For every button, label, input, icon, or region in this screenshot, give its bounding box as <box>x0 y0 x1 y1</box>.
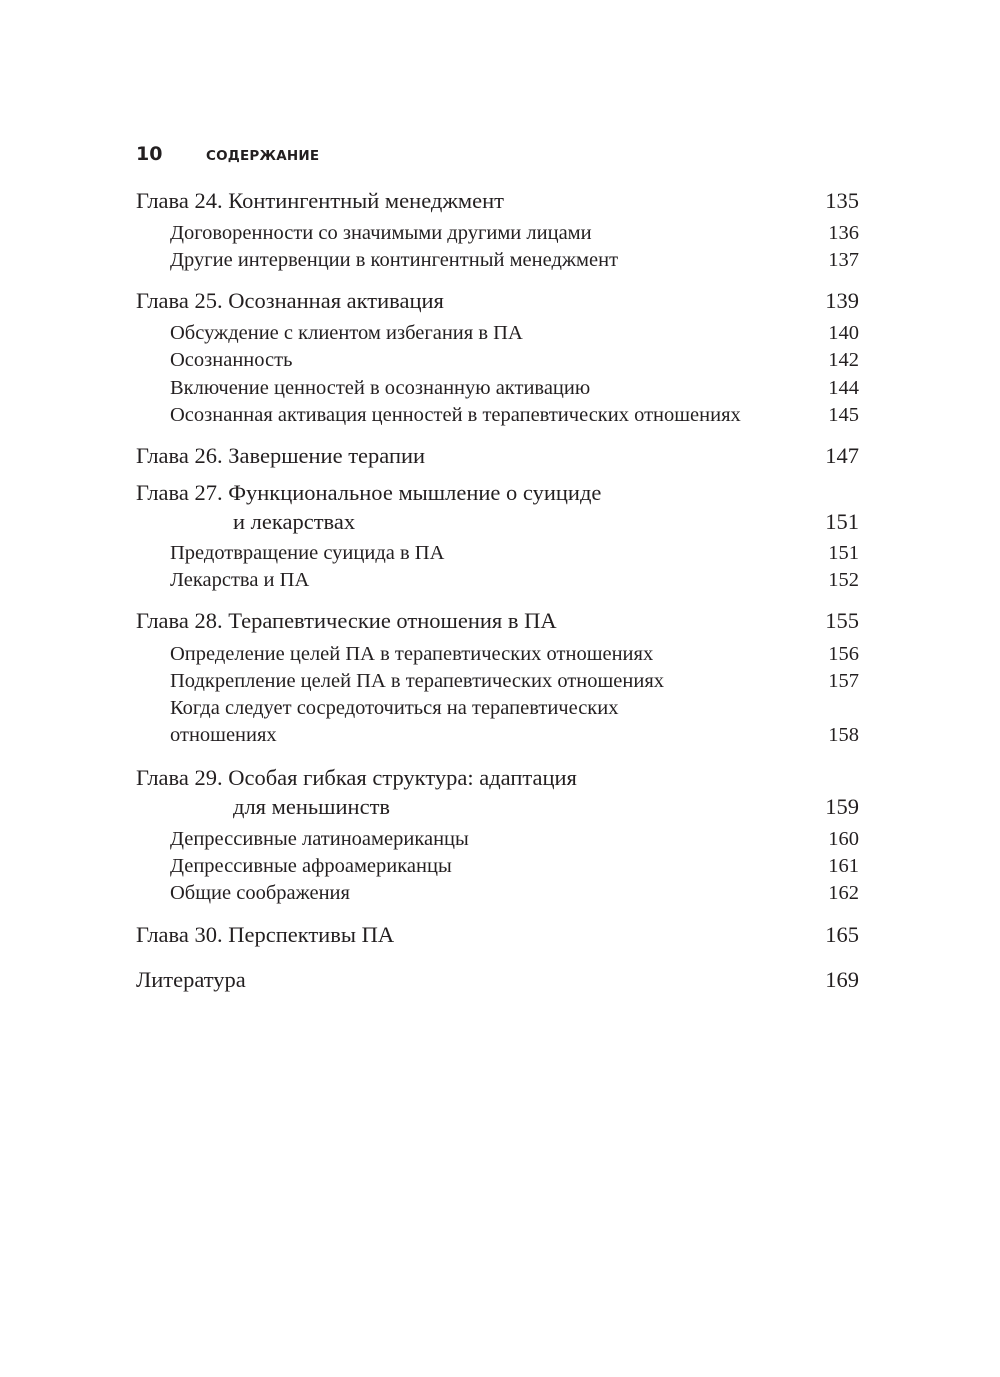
toc-entry-title: Общие соображения <box>170 882 350 904</box>
toc-entry-title: Когда следует сосредоточиться на терапевтических <box>170 697 619 719</box>
toc-section[interactable] <box>136 375 859 402</box>
toc-entry-page: 158 <box>828 724 859 746</box>
toc-entry-title: Глава 29. Особая гибкая структура: адаптация <box>136 765 577 790</box>
page-number: 10 <box>136 143 163 165</box>
toc-section-continued[interactable] <box>136 722 859 749</box>
toc-entry-title: Определение целей ПА в терапевтических отношениях <box>170 643 654 665</box>
toc-chapter-27-continued[interactable] <box>136 507 859 537</box>
toc-section[interactable] <box>136 668 859 695</box>
toc-entry-page: 161 <box>828 855 859 877</box>
toc-chapter-28[interactable] <box>136 606 859 636</box>
toc-entry-page: 136 <box>828 222 859 244</box>
toc-entry-page: 140 <box>828 322 859 344</box>
toc-section[interactable] <box>136 347 859 374</box>
toc-entry-page: 160 <box>828 828 859 850</box>
toc-entry-title: Лекарства и ПА <box>170 569 310 591</box>
toc-section[interactable] <box>136 540 859 567</box>
toc-entry-page: 151 <box>825 509 859 534</box>
toc-entry-page: 142 <box>828 349 859 371</box>
toc-entry-page: 159 <box>825 794 859 819</box>
toc-entry-title: Глава 24. Контингентный менеджмент <box>136 188 504 213</box>
toc-entry-page: 152 <box>828 569 859 591</box>
toc-entry-title: Договоренности со значимыми другими лицами <box>170 222 592 244</box>
toc-entry-page: 156 <box>828 643 859 665</box>
toc-entry-title: Глава 25. Осознанная активация <box>136 288 444 313</box>
toc-entry-title: Включение ценностей в осознанную активацию <box>170 377 591 399</box>
toc-entry-page: 137 <box>828 249 859 271</box>
toc-entry-page: 155 <box>825 608 859 633</box>
toc-entry-page: 145 <box>828 404 859 426</box>
toc-section[interactable] <box>136 320 859 347</box>
toc-entry-title: Подкрепление целей ПА в терапевтических отношениях <box>170 670 664 692</box>
toc-entry-title-continued: для меньшинств <box>233 794 391 819</box>
toc-chapter-24[interactable] <box>136 186 859 216</box>
toc-entry-page: 165 <box>825 922 859 947</box>
toc-entry-title: Обсуждение с клиентом избегания в ПА <box>170 322 523 344</box>
toc-entry-title-continued: и лекарствах <box>233 509 356 534</box>
toc-section[interactable] <box>136 247 859 274</box>
toc-entry-title: Другие интервенции в контингентный менеджмент <box>170 249 619 271</box>
toc-chapter-30[interactable] <box>136 920 859 950</box>
running-header <box>136 143 319 165</box>
toc-entry-title: Депрессивные латиноамериканцы <box>170 828 469 850</box>
toc-entry-title: Осознанность <box>170 349 293 371</box>
toc-entry-page: 135 <box>825 188 859 213</box>
toc-section[interactable] <box>136 853 859 880</box>
toc-section[interactable] <box>136 220 859 247</box>
toc-chapter-29-continued[interactable] <box>136 792 859 822</box>
toc-section[interactable] <box>136 695 859 722</box>
running-title: СОДЕРЖАНИЕ <box>206 148 320 164</box>
toc-chapter-26[interactable] <box>136 441 859 471</box>
toc-entry-title: Глава 27. Функциональное мышление о суициде <box>136 480 602 505</box>
toc-section[interactable] <box>136 641 859 668</box>
toc-entry-title: Глава 26. Завершение терапии <box>136 443 426 468</box>
toc-entry-title: Глава 28. Терапевтические отношения в ПА <box>136 608 557 633</box>
toc-entry-page: 151 <box>828 542 859 564</box>
toc-entry-title: Глава 30. Перспективы ПА <box>136 922 395 947</box>
toc-entry-title: Предотвращение суицида в ПА <box>170 542 445 564</box>
toc-entry-page: 139 <box>825 288 859 313</box>
toc-entry-title: Осознанная активация ценностей в терапевтических отношениях <box>170 404 741 426</box>
toc-section[interactable] <box>136 826 859 853</box>
toc-section[interactable] <box>136 880 859 907</box>
toc-chapter-29[interactable] <box>136 763 859 793</box>
toc-entry-page: 157 <box>828 670 859 692</box>
toc-entry-title: Депрессивные афроамериканцы <box>170 855 452 877</box>
toc-entry-page: 144 <box>828 377 859 399</box>
toc-literature[interactable] <box>136 965 859 995</box>
toc-entry-page: 169 <box>825 967 859 992</box>
toc-section[interactable] <box>136 567 859 594</box>
toc-chapter-27[interactable] <box>136 478 859 508</box>
toc-entry-page: 147 <box>825 443 859 468</box>
toc-chapter-25[interactable] <box>136 286 859 316</box>
toc-entry-page: 162 <box>828 882 859 904</box>
toc-section[interactable] <box>136 402 859 429</box>
toc-entry-title-continued: отношениях <box>170 724 277 746</box>
toc-entry-title: Литература <box>136 967 246 992</box>
